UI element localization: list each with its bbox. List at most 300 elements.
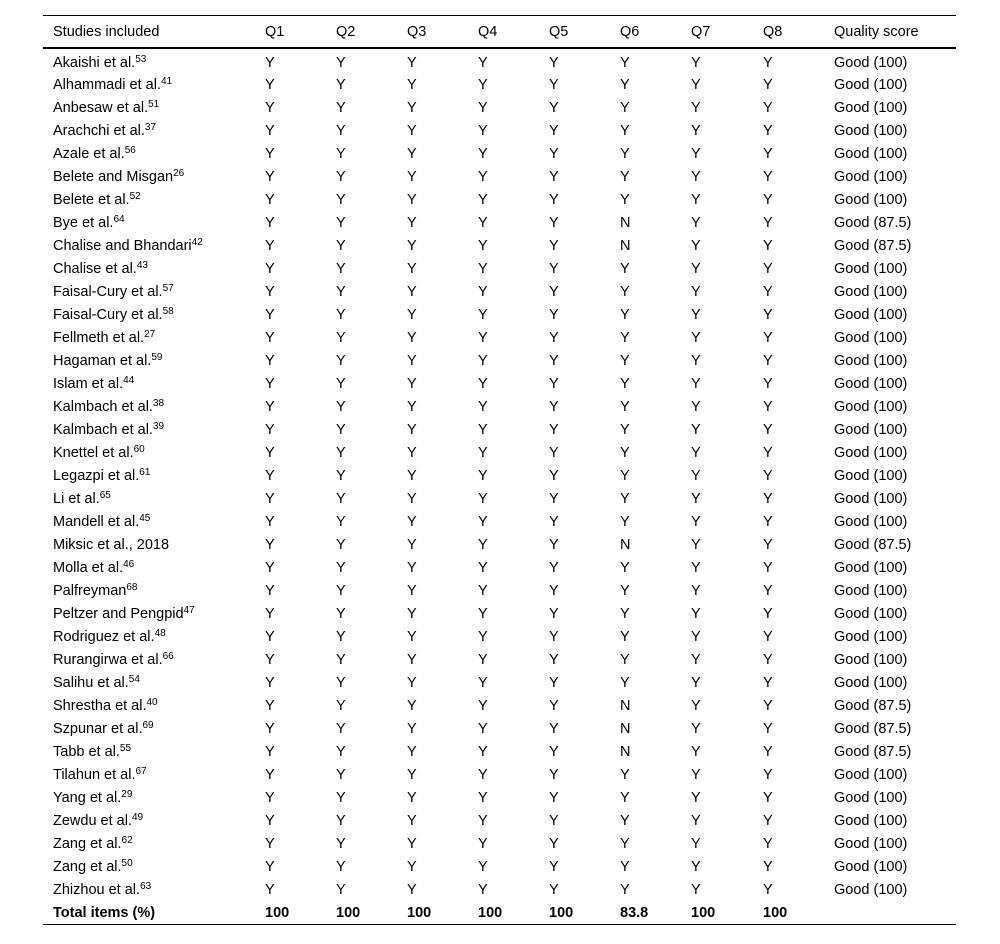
q8-cell: Y	[763, 789, 773, 806]
table-row	[43, 878, 956, 901]
q4-cell: Y	[478, 421, 488, 438]
q6-cell: Y	[620, 122, 630, 139]
header-studies: Studies included	[43, 16, 255, 49]
study-name: Alhammadi et al.	[53, 76, 161, 93]
q1-cell: Y	[265, 628, 275, 645]
quality-score-cell: Good (100)	[834, 490, 908, 507]
q3-cell: Y	[407, 513, 417, 530]
study-cell	[43, 556, 255, 579]
study-name: Palfreyman	[53, 582, 127, 599]
q4-cell: Y	[478, 329, 488, 346]
q8-cell: Y	[763, 559, 773, 576]
q4-cell: Y	[478, 490, 488, 507]
quality-score-cell: Good (100)	[834, 674, 908, 691]
study-name: Arachchi et al.	[53, 122, 145, 139]
q5-cell: Y	[549, 766, 559, 783]
study-cell	[43, 694, 255, 717]
q7-cell: Y	[691, 628, 701, 645]
q4-cell: Y	[478, 237, 488, 254]
table-row	[43, 48, 956, 73]
q5-cell: Y	[549, 789, 559, 806]
q1-cell: Y	[265, 145, 275, 162]
q8-cell: Y	[763, 145, 773, 162]
q1-cell: Y	[265, 835, 275, 852]
q7-cell: Y	[691, 214, 701, 231]
q3-cell: Y	[407, 306, 417, 323]
total-q6: 83.8	[610, 901, 681, 925]
q6-cell: Y	[620, 283, 630, 300]
table-row	[43, 556, 956, 579]
study-cell	[43, 257, 255, 280]
study-reference: 67	[135, 765, 147, 777]
q3-cell: Y	[407, 398, 417, 415]
q2-cell: Y	[336, 467, 346, 484]
q5-cell: Y	[549, 54, 559, 71]
q3-cell: Y	[407, 122, 417, 139]
q5-cell: Y	[549, 858, 559, 875]
quality-score-cell: Good (100)	[834, 122, 908, 139]
q7-cell: Y	[691, 835, 701, 852]
study-name: Hagaman et al.	[53, 352, 152, 369]
table-row	[43, 579, 956, 602]
header-row	[43, 16, 956, 49]
q7-cell: Y	[691, 674, 701, 691]
q1-cell: Y	[265, 605, 275, 622]
q6-cell: Y	[620, 99, 630, 116]
q8-cell: Y	[763, 835, 773, 852]
quality-score-cell: Good (100)	[834, 628, 908, 645]
q2-cell: Y	[336, 766, 346, 783]
quality-score-cell: Good (100)	[834, 789, 908, 806]
q3-cell: Y	[407, 76, 417, 93]
quality-score-cell: Good (100)	[834, 651, 908, 668]
study-name: Knettel et al.	[53, 444, 134, 461]
table-row	[43, 326, 956, 349]
q4-cell: Y	[478, 766, 488, 783]
q8-cell: Y	[763, 168, 773, 185]
q2-cell: Y	[336, 237, 346, 254]
study-name: Islam et al.	[53, 375, 124, 392]
total-q7: 100	[681, 901, 753, 925]
q8-cell: Y	[763, 99, 773, 116]
study-cell	[43, 395, 255, 418]
study-name: Zang et al.	[53, 858, 122, 875]
q8-cell: Y	[763, 605, 773, 622]
q2-cell: Y	[336, 444, 346, 461]
study-cell	[43, 510, 255, 533]
q8-cell: Y	[763, 651, 773, 668]
study-cell	[43, 48, 255, 73]
q5-cell: Y	[549, 283, 559, 300]
table-row	[43, 349, 956, 372]
study-name: Legazpi et al.	[53, 467, 140, 484]
study-reference: 57	[162, 282, 174, 294]
study-reference: 26	[173, 167, 185, 179]
study-name: Molla et al.	[53, 559, 124, 576]
study-name: Miksic et al., 2018	[53, 536, 170, 553]
table-row	[43, 648, 956, 671]
study-cell	[43, 786, 255, 809]
q7-cell: Y	[691, 789, 701, 806]
q2-cell: Y	[336, 54, 346, 71]
q5-cell: Y	[549, 260, 559, 277]
q2-cell: Y	[336, 835, 346, 852]
study-reference: 69	[142, 719, 154, 731]
study-cell	[43, 96, 255, 119]
q8-cell: Y	[763, 881, 773, 898]
header-q4: Q4	[468, 16, 539, 49]
q5-cell: Y	[549, 490, 559, 507]
q4-cell: Y	[478, 720, 488, 737]
q8-cell: Y	[763, 467, 773, 484]
q6-cell: Y	[620, 674, 630, 691]
table-row	[43, 234, 956, 257]
q6-cell: Y	[620, 352, 630, 369]
study-reference: 45	[139, 512, 151, 524]
q7-cell: Y	[691, 237, 701, 254]
q1-cell: Y	[265, 283, 275, 300]
q6-cell: Y	[620, 191, 630, 208]
q6-cell: N	[620, 697, 631, 714]
q6-cell: Y	[620, 54, 630, 71]
study-cell	[43, 832, 255, 855]
q7-cell: Y	[691, 76, 701, 93]
q3-cell: Y	[407, 99, 417, 116]
q7-cell: Y	[691, 858, 701, 875]
q5-cell: Y	[549, 421, 559, 438]
study-name: Fellmeth et al.	[53, 329, 145, 346]
q5-cell: Y	[549, 582, 559, 599]
q3-cell: Y	[407, 766, 417, 783]
q3-cell: Y	[407, 168, 417, 185]
q2-cell: Y	[336, 743, 346, 760]
study-name: Szpunar et al.	[53, 720, 143, 737]
total-q1: 100	[255, 901, 326, 925]
q5-cell: Y	[549, 145, 559, 162]
study-cell	[43, 878, 255, 901]
q6-cell: Y	[620, 421, 630, 438]
quality-score-cell: Good (87.5)	[834, 237, 912, 254]
q8-cell: Y	[763, 76, 773, 93]
q6-cell: Y	[620, 881, 630, 898]
q8-cell: Y	[763, 306, 773, 323]
quality-score-cell: Good (100)	[834, 444, 908, 461]
study-cell	[43, 763, 255, 786]
study-cell	[43, 234, 255, 257]
q3-cell: Y	[407, 54, 417, 71]
q1-cell: Y	[265, 99, 275, 116]
q7-cell: Y	[691, 766, 701, 783]
q8-cell: Y	[763, 858, 773, 875]
q3-cell: Y	[407, 260, 417, 277]
q7-cell: Y	[691, 398, 701, 415]
q5-cell: Y	[549, 214, 559, 231]
q7-cell: Y	[691, 490, 701, 507]
q3-cell: Y	[407, 191, 417, 208]
q3-cell: Y	[407, 743, 417, 760]
q3-cell: Y	[407, 467, 417, 484]
q1-cell: Y	[265, 559, 275, 576]
q5-cell: Y	[549, 237, 559, 254]
q7-cell: Y	[691, 881, 701, 898]
q8-cell: Y	[763, 352, 773, 369]
q1-cell: Y	[265, 444, 275, 461]
q2-cell: Y	[336, 490, 346, 507]
q6-cell: Y	[620, 145, 630, 162]
q1-cell: Y	[265, 582, 275, 599]
q5-cell: Y	[549, 352, 559, 369]
study-reference: 29	[121, 788, 133, 800]
q1-cell: Y	[265, 513, 275, 530]
table-row	[43, 717, 956, 740]
q2-cell: Y	[336, 76, 346, 93]
quality-score-cell: Good (87.5)	[834, 536, 912, 553]
quality-assessment-table	[43, 15, 956, 925]
q8-cell: Y	[763, 812, 773, 829]
q5-cell: Y	[549, 743, 559, 760]
study-name: Belete et al.	[53, 191, 130, 208]
q6-cell: Y	[620, 812, 630, 829]
q6-cell: Y	[620, 513, 630, 530]
table-row	[43, 855, 956, 878]
q5-cell: Y	[549, 835, 559, 852]
header-q2: Q2	[326, 16, 397, 49]
q5-cell: Y	[549, 375, 559, 392]
study-reference: 38	[152, 397, 165, 409]
q1-cell: Y	[265, 352, 275, 369]
table-row	[43, 395, 956, 418]
study-cell	[43, 211, 255, 234]
study-reference: 51	[148, 98, 160, 110]
quality-score-cell: Good (100)	[834, 306, 908, 323]
q5-cell: Y	[549, 191, 559, 208]
q2-cell: Y	[336, 582, 346, 599]
q2-cell: Y	[336, 122, 346, 139]
q3-cell: Y	[407, 490, 417, 507]
q7-cell: Y	[691, 421, 701, 438]
q8-cell: Y	[763, 674, 773, 691]
total-q2: 100	[326, 901, 397, 925]
study-name: Akaishi et al.	[53, 54, 136, 71]
q1-cell: Y	[265, 122, 275, 139]
q8-cell: Y	[763, 490, 773, 507]
q5-cell: Y	[549, 697, 559, 714]
q4-cell: Y	[478, 605, 488, 622]
q7-cell: Y	[691, 536, 701, 553]
study-reference: 39	[152, 420, 165, 432]
q5-cell: Y	[549, 306, 559, 323]
q6-cell: Y	[620, 306, 630, 323]
q3-cell: Y	[407, 444, 417, 461]
table-row	[43, 188, 956, 211]
q2-cell: Y	[336, 283, 346, 300]
study-name: Peltzer and Pengpid	[53, 605, 184, 622]
q8-cell: Y	[763, 628, 773, 645]
q6-cell: N	[620, 720, 631, 737]
quality-score-cell: Good (100)	[834, 513, 908, 530]
study-cell	[43, 809, 255, 832]
q7-cell: Y	[691, 812, 701, 829]
q4-cell: Y	[478, 99, 488, 116]
q5-cell: Y	[549, 122, 559, 139]
q4-cell: Y	[478, 145, 488, 162]
q4-cell: Y	[478, 398, 488, 415]
table-row	[43, 119, 956, 142]
q5-cell: Y	[549, 559, 559, 576]
quality-score-cell: Good (87.5)	[834, 697, 912, 714]
q4-cell: Y	[478, 743, 488, 760]
q2-cell: Y	[336, 421, 346, 438]
study-cell	[43, 418, 255, 441]
table-row	[43, 625, 956, 648]
total-q3: 100	[397, 901, 468, 925]
q4-cell: Y	[478, 467, 488, 484]
study-cell	[43, 648, 255, 671]
study-name: Faisal-Cury et al.	[53, 306, 163, 323]
q4-cell: Y	[478, 835, 488, 852]
study-name: Faisal-Cury et al.	[53, 283, 163, 300]
study-name: Kalmbach et al.	[53, 421, 153, 438]
study-reference: 59	[151, 351, 163, 363]
q7-cell: Y	[691, 99, 701, 116]
study-cell	[43, 740, 255, 763]
table-row	[43, 694, 956, 717]
table-row	[43, 510, 956, 533]
study-reference: 53	[135, 53, 147, 65]
q5-cell: Y	[549, 444, 559, 461]
q7-cell: Y	[691, 582, 701, 599]
q6-cell: Y	[620, 559, 630, 576]
q8-cell: Y	[763, 54, 773, 71]
q4-cell: Y	[478, 214, 488, 231]
quality-score-cell: Good (100)	[834, 145, 908, 162]
q7-cell: Y	[691, 122, 701, 139]
q8-cell: Y	[763, 329, 773, 346]
study-name: Tilahun et al.	[53, 766, 136, 783]
q7-cell: Y	[691, 651, 701, 668]
q6-cell: Y	[620, 329, 630, 346]
q6-cell: Y	[620, 467, 630, 484]
study-cell	[43, 602, 255, 625]
study-name: Tabb et al.	[53, 743, 120, 760]
q4-cell: Y	[478, 582, 488, 599]
study-reference: 60	[133, 443, 145, 455]
q4-cell: Y	[478, 76, 488, 93]
q2-cell: Y	[336, 789, 346, 806]
q8-cell: Y	[763, 260, 773, 277]
quality-score-cell: Good (100)	[834, 559, 908, 576]
q2-cell: Y	[336, 812, 346, 829]
table-body	[43, 48, 956, 901]
q4-cell: Y	[478, 283, 488, 300]
q1-cell: Y	[265, 191, 275, 208]
study-name: Anbesaw et al.	[53, 99, 149, 116]
total-q4: 100	[468, 901, 539, 925]
quality-score-cell: Good (100)	[834, 812, 908, 829]
q1-cell: Y	[265, 375, 275, 392]
q3-cell: Y	[407, 536, 417, 553]
header-q7: Q7	[681, 16, 753, 49]
q4-cell: Y	[478, 858, 488, 875]
study-reference: 42	[191, 236, 203, 248]
table-row	[43, 602, 956, 625]
q7-cell: Y	[691, 145, 701, 162]
study-name: Zang et al.	[53, 835, 122, 852]
study-cell	[43, 119, 255, 142]
q6-cell: Y	[620, 789, 630, 806]
table-row	[43, 73, 956, 96]
q2-cell: Y	[336, 145, 346, 162]
study-name: Chalise et al.	[53, 260, 137, 277]
q2-cell: Y	[336, 168, 346, 185]
study-cell	[43, 533, 255, 556]
q4-cell: Y	[478, 697, 488, 714]
q2-cell: Y	[336, 697, 346, 714]
q1-cell: Y	[265, 490, 275, 507]
q7-cell: Y	[691, 352, 701, 369]
study-reference: 68	[126, 581, 138, 593]
q5-cell: Y	[549, 536, 559, 553]
q7-cell: Y	[691, 444, 701, 461]
q2-cell: Y	[336, 881, 346, 898]
q4-cell: Y	[478, 674, 488, 691]
table-row	[43, 142, 956, 165]
quality-score-cell: Good (100)	[834, 582, 908, 599]
q4-cell: Y	[478, 559, 488, 576]
study-reference: 41	[161, 75, 173, 87]
q1-cell: Y	[265, 536, 275, 553]
q3-cell: Y	[407, 720, 417, 737]
q1-cell: Y	[265, 398, 275, 415]
table-row	[43, 740, 956, 763]
study-name: Yang et al.	[53, 789, 122, 806]
q1-cell: Y	[265, 743, 275, 760]
study-name: Rodriguez et al.	[53, 628, 155, 645]
q1-cell: Y	[265, 720, 275, 737]
quality-score-cell: Good (100)	[834, 605, 908, 622]
q1-cell: Y	[265, 651, 275, 668]
table-row	[43, 96, 956, 119]
q3-cell: Y	[407, 582, 417, 599]
study-reference: 47	[183, 604, 195, 616]
q6-cell: Y	[620, 490, 630, 507]
study-cell	[43, 280, 255, 303]
study-name: Azale et al.	[53, 145, 125, 162]
header-q8: Q8	[753, 16, 824, 49]
study-reference: 58	[162, 305, 174, 317]
q8-cell: Y	[763, 214, 773, 231]
q4-cell: Y	[478, 812, 488, 829]
quality-score-cell: Good (87.5)	[834, 743, 912, 760]
study-cell	[43, 441, 255, 464]
q6-cell: Y	[620, 375, 630, 392]
q2-cell: Y	[336, 858, 346, 875]
header-q6: Q6	[610, 16, 681, 49]
q7-cell: Y	[691, 743, 701, 760]
q3-cell: Y	[407, 145, 417, 162]
q2-cell: Y	[336, 720, 346, 737]
q1-cell: Y	[265, 858, 275, 875]
study-reference: 46	[123, 558, 135, 570]
table-row	[43, 257, 956, 280]
q1-cell: Y	[265, 674, 275, 691]
quality-score-cell: Good (100)	[834, 99, 908, 116]
q8-cell: Y	[763, 766, 773, 783]
q6-cell: N	[620, 214, 631, 231]
q5-cell: Y	[549, 99, 559, 116]
study-reference: 37	[144, 121, 157, 133]
table-row	[43, 165, 956, 188]
